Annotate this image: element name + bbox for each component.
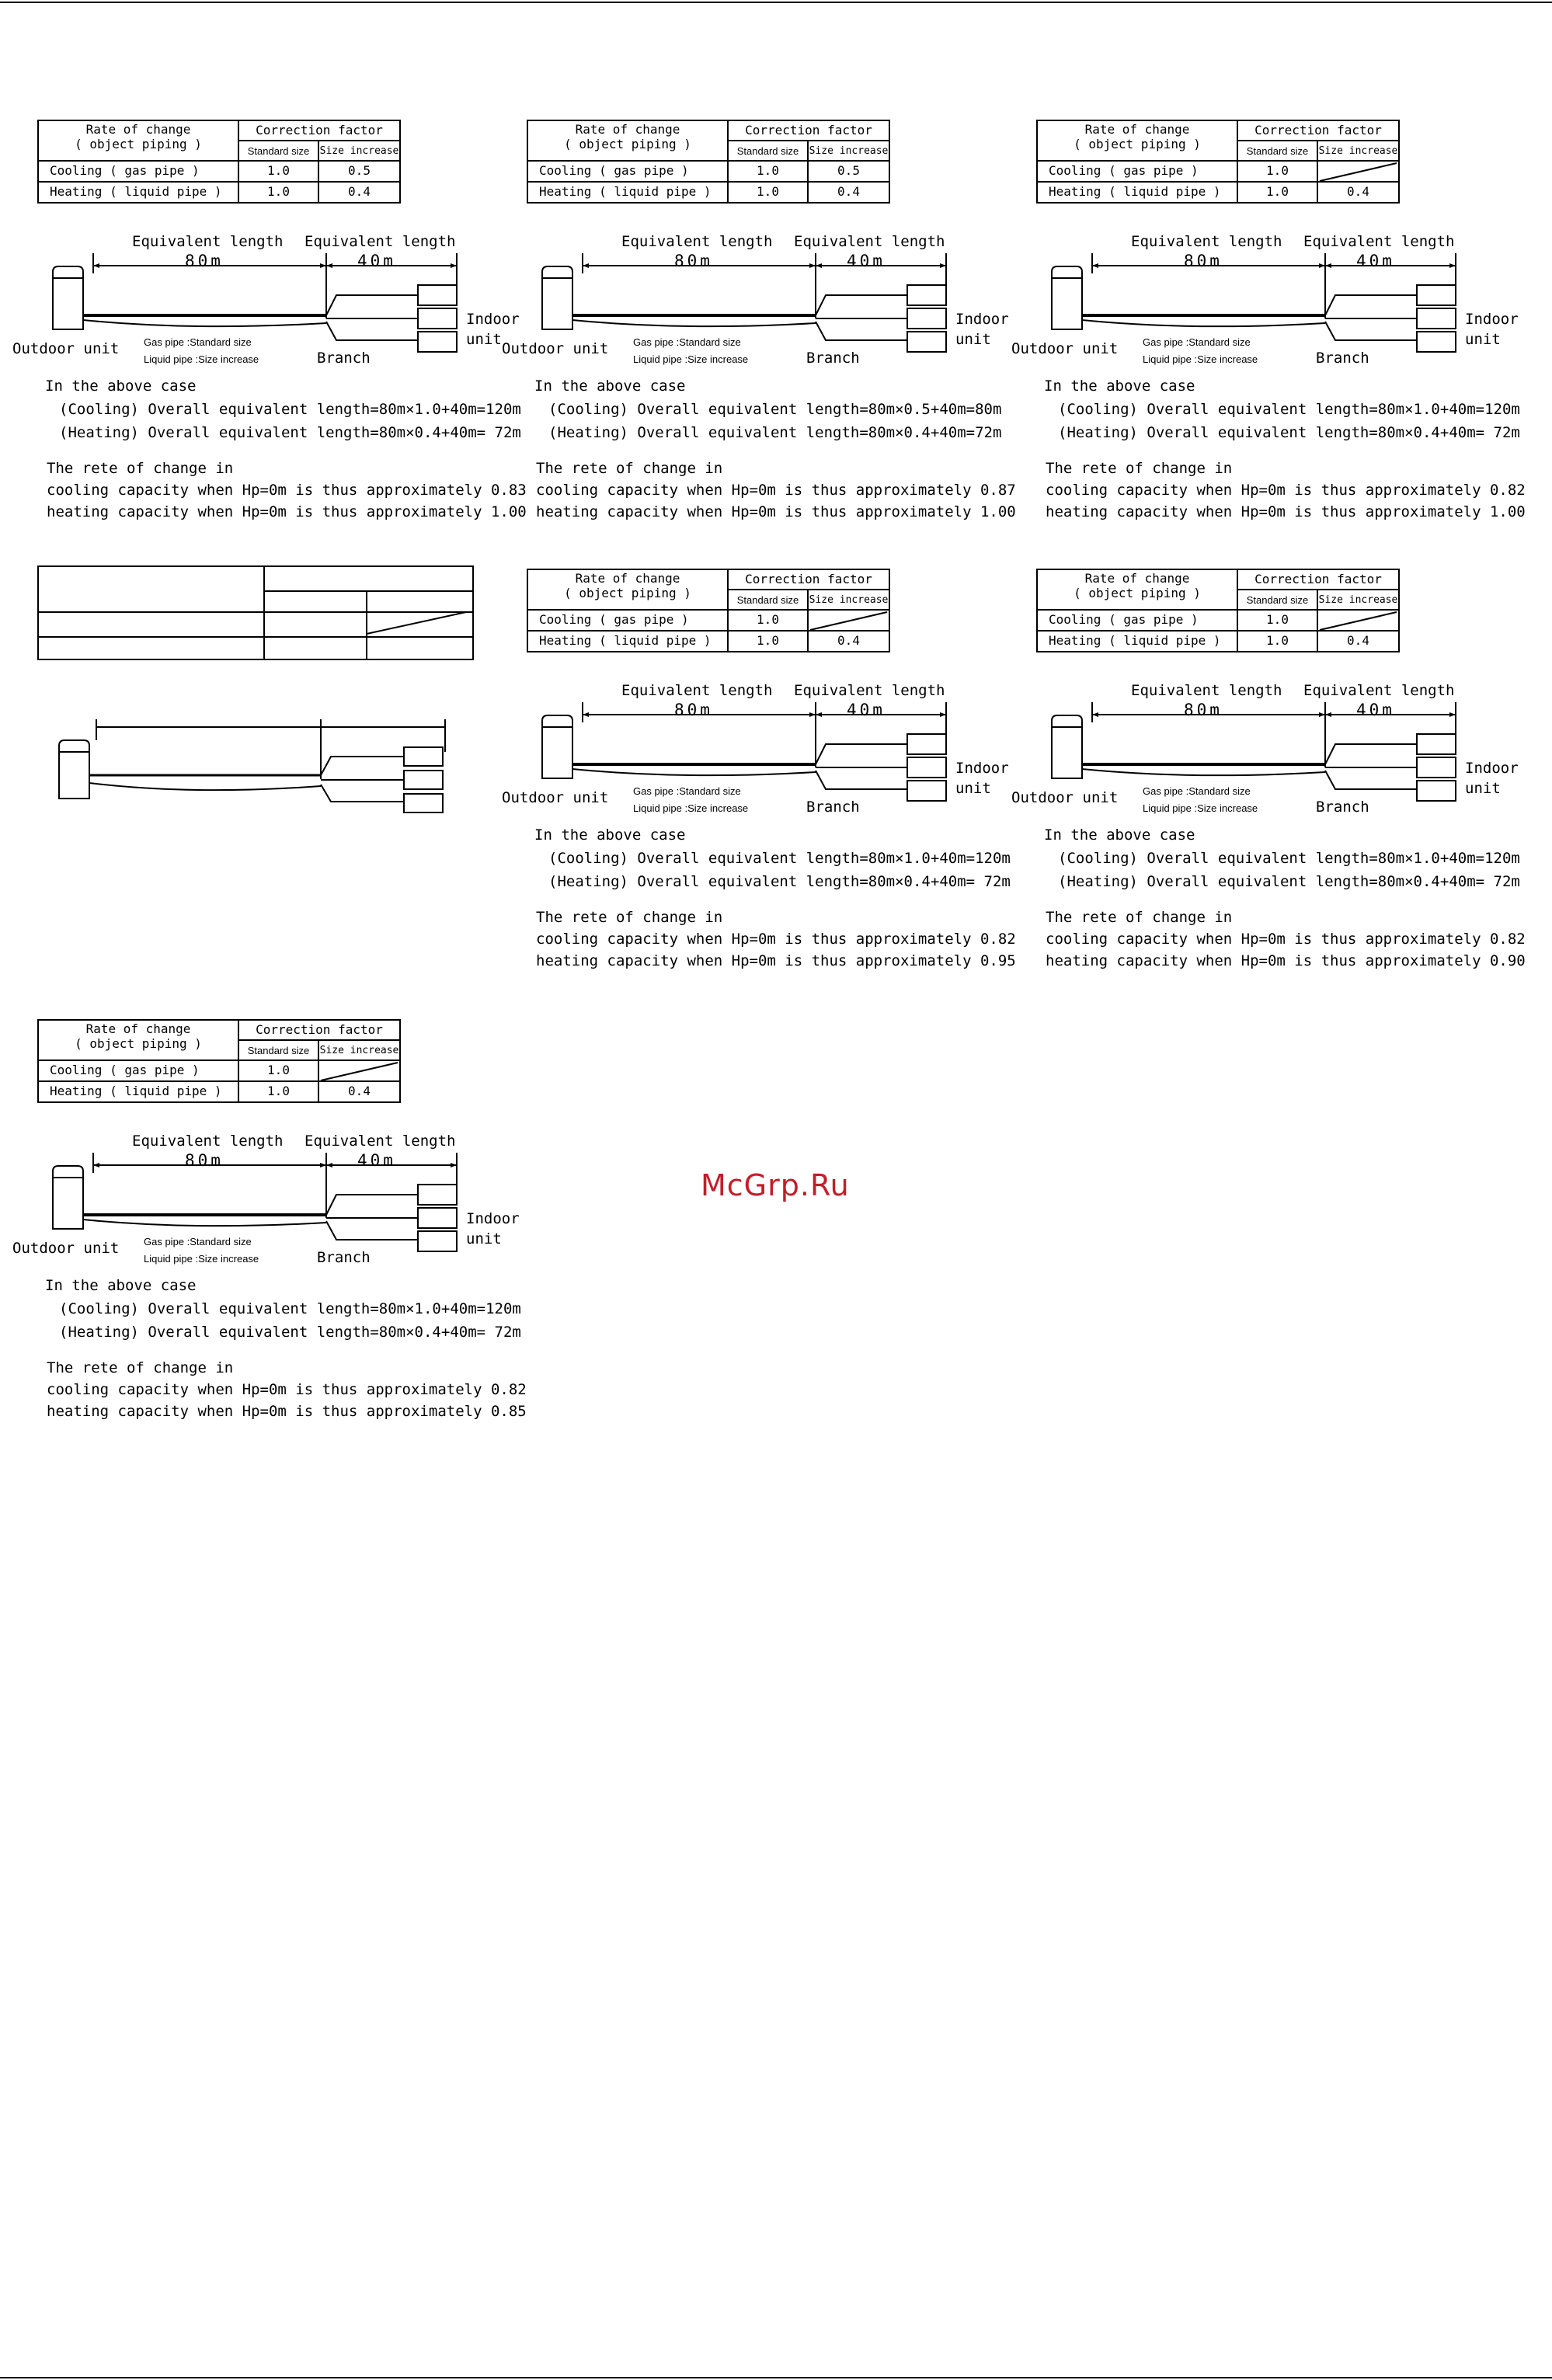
liquid-pipe-line [572,320,816,326]
heating-standard-value: 1.0 [1238,632,1318,651]
rate-of-change-header: Rate of change ( object piping ) [528,121,729,162]
correction-factor-header: Correction factor [239,1021,399,1041]
liquid-pipe-note: Liquid pipe :Size increase [144,1253,259,1265]
indoor-unit-box-1 [907,734,946,754]
length-main: 80m [674,252,713,270]
indoor-unit-box-1 [907,285,946,305]
example-panel-5 [1011,569,1533,1004]
standard-size-header: Standard size [729,141,809,162]
outdoor-unit-label: Outdoor unit [12,1240,120,1257]
outdoor-unit-shape [1052,715,1082,778]
indoor-label: Indoor [466,311,520,328]
branch-label: Branch [806,799,860,816]
indoor-unit-box-1 [1417,285,1456,305]
equivalent-length-label-branch: Equivalent length [1303,682,1455,699]
rate-heading: The rete of change in [1046,909,1233,926]
branch-upper [816,295,907,315]
cooling-standard-value: 1.0 [729,611,809,632]
indoor-unit-box-3 [1417,332,1456,352]
size-increase-header: Size increase [1318,141,1398,162]
cooling-row-label: Cooling ( gas pipe ) [528,162,729,183]
liquid-pipe-note: Liquid pipe :Size increase [633,802,749,814]
outdoor-unit-label: Outdoor unit [12,340,120,357]
blank-template-diagram [37,565,534,1000]
standard-size-header: Standard size [1238,141,1318,162]
indoor-unit-box-3 [1417,781,1456,801]
cooling-standard-value: 1.0 [729,162,809,183]
liquid-pipe-line [1082,769,1325,775]
liquid-pipe-note: Liquid pipe :Size increase [1143,802,1258,814]
heating-calc: (Heating) Overall equivalent length=80m×0.4+40m= 72m [59,424,521,441]
heating-result: heating capacity when Hp=0m is thus approximately 1.00 [536,503,1016,520]
unit-label: unit [466,331,502,348]
branch-lower [1325,322,1417,340]
rate-of-change-header: Rate of change ( object piping ) [39,1021,239,1061]
cooling-calc: (Cooling) Overall equivalent length=80m×1.0+40m=120m [59,401,521,418]
example-panel-6 [12,1019,534,1454]
standard-size-header: Standard size [1238,590,1318,611]
heating-calc: (Heating) Overall equivalent length=80m×0.4+40m=72m [548,424,1002,441]
rate-of-change-header: Rate of change ( object piping ) [1038,570,1238,611]
indoor-unit-box-2 [418,308,457,329]
outdoor-unit-label: Outdoor unit [1011,340,1119,357]
cooling-increase-value: 0.5 [319,162,399,183]
example-panel-1 [12,120,534,555]
liquid-pipe-line [83,320,326,326]
branch-upper [1325,744,1417,764]
heating-standard-value: 1.0 [239,183,319,202]
heating-row-label: Heating ( liquid pipe ) [39,183,239,202]
heating-standard-value: 1.0 [729,183,809,202]
indoor-unit-box-3 [418,332,457,352]
size-increase-header: Size increase [319,1041,399,1061]
branch-label: Branch [317,1249,371,1266]
length-branch: 40m [1356,701,1395,719]
heating-row-label: Heating ( liquid pipe ) [1038,183,1238,202]
indoor-label: Indoor [955,311,1009,328]
equivalent-length-label-branch: Equivalent length [794,233,945,250]
outdoor-unit-shape [542,715,572,778]
cooling-standard-value: 1.0 [1238,611,1318,632]
rate-heading: The rete of change in [1046,460,1233,477]
equivalent-length-label-main: Equivalent length [621,233,773,250]
cooling-result: cooling capacity when Hp=0m is thus approximately 0.82 [1046,931,1526,948]
cooling-result: cooling capacity when Hp=0m is thus approximately 0.82 [47,1381,527,1398]
indoor-unit-box-2 [907,757,946,778]
outdoor-unit-shape [1052,266,1082,329]
heating-increase-value: 0.4 [1347,184,1369,199]
equivalent-length-label-branch: Equivalent length [794,682,945,699]
indoor-unit-box-3 [907,781,946,801]
indoor-label: Indoor [466,1210,520,1227]
equivalent-length-label-branch: Equivalent length [304,233,456,250]
heating-standard-value: 1.0 [239,1082,319,1101]
heating-increase-value: 0.4 [348,1084,371,1098]
size-increase-header: Size increase [319,141,399,162]
liquid-pipe-line [572,769,816,775]
cooling-calc: (Cooling) Overall equivalent length=80m×1.0+40m=120m [1058,401,1520,418]
liquid-pipe-note: Liquid pipe :Size increase [144,353,259,365]
length-main: 80m [185,252,224,270]
cooling-row-label: Cooling ( gas pipe ) [1038,611,1238,632]
cooling-calc: (Cooling) Overall equivalent length=80m×1.0+40m=120m [59,1300,521,1317]
length-main: 80m [1184,701,1223,719]
unit-label: unit [466,1230,502,1247]
top-border-rule [0,2,1552,3]
equivalent-length-label-branch: Equivalent length [1303,233,1455,250]
length-branch: 40m [847,252,886,270]
above-case-heading: In the above case [1044,378,1195,395]
indoor-unit-box-3 [418,1231,457,1251]
branch-lower [816,322,907,340]
rate-heading: The rete of change in [536,909,723,926]
heating-row-label: Heating ( liquid pipe ) [528,632,729,651]
rate-of-change-header: Rate of change ( object piping ) [39,121,239,162]
unit-label: unit [1465,331,1501,348]
branch-lower [326,1221,418,1240]
heating-row-label: Heating ( liquid pipe ) [39,1082,239,1101]
rate-of-change-header: Rate of change ( object piping ) [528,570,729,611]
length-branch: 40m [357,252,396,270]
gas-pipe-note: Gas pipe :Standard size [144,336,252,348]
heating-calc: (Heating) Overall equivalent length=80m×0.4+40m= 72m [548,873,1011,890]
cooling-calc: (Cooling) Overall equivalent length=80m×1.0+40m=120m [548,850,1011,867]
cooling-row-label: Cooling ( gas pipe ) [1038,162,1238,183]
above-case-heading: In the above case [45,378,197,395]
cooling-standard-value: 1.0 [239,1061,319,1082]
indoor-unit-box-3 [907,332,946,352]
heating-calc: (Heating) Overall equivalent length=80m×0.4+40m= 72m [1058,873,1520,890]
liquid-pipe-line [83,1220,326,1226]
length-main: 80m [674,701,713,719]
heating-result: heating capacity when Hp=0m is thus approximately 0.90 [1046,952,1526,969]
heating-standard-value: 1.0 [729,632,809,651]
correction-factor-header: Correction factor [239,121,399,141]
indoor-unit-box-1 [418,285,457,305]
indoor-unit-box-2 [907,308,946,329]
size-increase-header: Size increase [809,590,889,611]
indoor-unit-box-2 [1417,308,1456,329]
equivalent-length-label-main: Equivalent length [132,233,284,250]
cooling-row-label: Cooling ( gas pipe ) [528,611,729,632]
rate-heading: The rete of change in [47,460,234,477]
indoor-unit-box-2 [1417,757,1456,778]
rate-heading: The rete of change in [536,460,723,477]
gas-pipe-note: Gas pipe :Standard size [1143,785,1251,797]
size-increase-header: Size increase [1318,590,1398,611]
branch-label: Branch [806,350,860,367]
outdoor-unit-label: Outdoor unit [1011,789,1119,806]
indoor-label: Indoor [955,760,1009,777]
equivalent-length-label-main: Equivalent length [621,682,773,699]
cooling-standard-value: 1.0 [239,162,319,183]
outdoor-unit-label: Outdoor unit [502,340,609,357]
correction-factor-header: Correction factor [1238,570,1398,590]
standard-size-header: Standard size [239,1041,319,1061]
cooling-calc: (Cooling) Overall equivalent length=80m×1.0+40m=120m [1058,850,1520,867]
gas-pipe-note: Gas pipe :Standard size [1143,336,1251,348]
cooling-result: cooling capacity when Hp=0m is thus approximately 0.87 [536,482,1016,499]
branch-lower [1325,771,1417,789]
unit-label: unit [1465,780,1501,797]
branch-label: Branch [1316,350,1369,367]
cooling-calc: (Cooling) Overall equivalent length=80m×0.5+40m=80m [548,401,1002,418]
indoor-unit-box-2 [418,1208,457,1228]
heating-result: heating capacity when Hp=0m is thus approximately 0.85 [47,1403,527,1420]
length-main: 80m [1184,252,1223,270]
gas-pipe-note: Gas pipe :Standard size [633,785,741,797]
outdoor-unit-shape [53,1166,83,1229]
branch-lower [816,771,907,789]
above-case-heading: In the above case [534,826,686,844]
indoor-unit-box-1 [1417,734,1456,754]
example-panel-4 [502,569,1024,1004]
heating-result: heating capacity when Hp=0m is thus approximately 1.00 [47,503,527,520]
watermark-text: McGrp.Ru [701,1168,850,1202]
above-case-heading: In the above case [534,378,686,395]
branch-label: Branch [317,350,371,367]
unit-label: unit [955,331,991,348]
unit-label: unit [955,780,991,797]
example-panel-3 [1011,120,1533,555]
outdoor-unit-label: Outdoor unit [502,789,609,806]
heating-calc: (Heating) Overall equivalent length=80m×0.4+40m= 72m [1058,424,1520,441]
branch-upper [326,295,418,315]
above-case-heading: In the above case [1044,826,1195,844]
cooling-increase-value: 0.5 [809,162,889,183]
equivalent-length-label-main: Equivalent length [1131,233,1282,250]
indoor-unit-box-1 [418,1185,457,1205]
cooling-standard-value: 1.0 [1238,162,1318,183]
gas-pipe-note: Gas pipe :Standard size [633,336,741,348]
rate-of-change-header: Rate of change ( object piping ) [1038,121,1238,162]
equivalent-length-label-main: Equivalent length [1131,682,1282,699]
liquid-pipe-note: Liquid pipe :Size increase [633,353,749,365]
heating-standard-value: 1.0 [1238,183,1318,202]
standard-size-header: Standard size [239,141,319,162]
cooling-result: cooling capacity when Hp=0m is thus approximately 0.82 [536,931,1016,948]
length-main: 80m [185,1151,224,1170]
correction-factor-header: Correction factor [729,121,889,141]
heating-calc: (Heating) Overall equivalent length=80m×0.4+40m= 72m [59,1324,521,1341]
indoor-label: Indoor [1465,311,1519,328]
heating-result: heating capacity when Hp=0m is thus approximately 0.95 [536,952,1016,969]
cooling-result: cooling capacity when Hp=0m is thus approximately 0.83 [47,482,527,499]
indoor-label: Indoor [1465,760,1519,777]
branch-label: Branch [1316,799,1369,816]
branch-lower [326,322,418,340]
branch-upper [816,744,907,764]
correction-factor-header: Correction factor [729,570,889,590]
cooling-row-label: Cooling ( gas pipe ) [39,1061,239,1082]
standard-size-header: Standard size [729,590,809,611]
equivalent-length-label-main: Equivalent length [132,1133,284,1150]
heating-increase-value: 0.4 [348,184,371,199]
gas-pipe-note: Gas pipe :Standard size [144,1236,252,1247]
correction-factor-header: Correction factor [1238,121,1398,141]
heating-row-label: Heating ( liquid pipe ) [1038,632,1238,651]
branch-upper [1325,295,1417,315]
liquid-pipe-line [1082,320,1325,326]
length-branch: 40m [1356,252,1395,270]
example-panel-2 [502,120,1024,555]
above-case-heading: In the above case [45,1277,197,1294]
heating-increase-value: 0.4 [837,184,860,199]
length-branch: 40m [357,1151,396,1170]
bottom-border-rule [0,2377,1552,2378]
length-branch: 40m [847,701,886,719]
cooling-result: cooling capacity when Hp=0m is thus approximately 0.82 [1046,482,1526,499]
cooling-row-label: Cooling ( gas pipe ) [39,162,239,183]
size-increase-header: Size increase [809,141,889,162]
blank-example-panel [37,565,534,1000]
heating-increase-value: 0.4 [837,633,860,648]
blank-diagonal [367,612,466,634]
liquid-pipe-note: Liquid pipe :Size increase [1143,353,1258,365]
outdoor-unit-shape [53,266,83,329]
heating-row-label: Heating ( liquid pipe ) [528,183,729,202]
outdoor-unit-shape [542,266,572,329]
rate-heading: The rete of change in [47,1359,234,1376]
branch-upper [326,1195,418,1215]
equivalent-length-label-branch: Equivalent length [304,1133,456,1150]
heating-increase-value: 0.4 [1347,633,1369,648]
heating-result: heating capacity when Hp=0m is thus approximately 1.00 [1046,503,1526,520]
